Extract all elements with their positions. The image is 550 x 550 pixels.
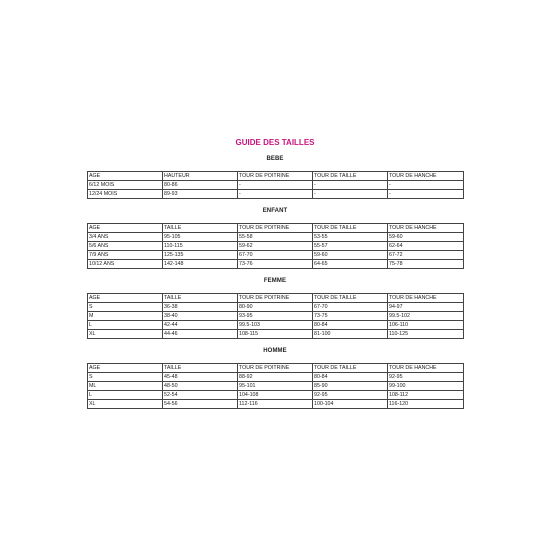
section-homme <box>87 348 463 409</box>
table-cell: 38-40 <box>163 312 238 321</box>
table-cell: 89-93 <box>163 190 238 199</box>
table-cell: ML <box>88 382 163 391</box>
size-table <box>87 363 464 409</box>
header-cell: TOUR DE HANCHE <box>388 224 464 233</box>
table-cell: - <box>313 181 388 190</box>
table-cell: 110-125 <box>388 330 464 339</box>
header-cell: TOUR DE POITRINE <box>238 224 313 233</box>
table-cell: 67-70 <box>313 303 388 312</box>
table-cell: 36-38 <box>163 303 238 312</box>
table-cell: 92-95 <box>313 391 388 400</box>
table-cell: - <box>238 190 313 199</box>
section-title: FEMME <box>263 278 287 284</box>
header-cell: AGE <box>88 364 163 373</box>
header-cell: TOUR DE HANCHE <box>388 364 464 373</box>
table-cell: 104-108 <box>238 391 313 400</box>
table-cell: 45-48 <box>163 373 238 382</box>
table-cell: XL <box>88 400 163 409</box>
header-cell: AGE <box>88 294 163 303</box>
size-sections <box>87 156 463 409</box>
size-table <box>87 293 464 339</box>
table-cell: 94-97 <box>388 303 464 312</box>
header-cell: TOUR DE HANCHE <box>388 294 464 303</box>
table-cell: 108-115 <box>238 330 313 339</box>
table-cell: 53-55 <box>313 233 388 242</box>
header-cell: TOUR DE POITRINE <box>238 294 313 303</box>
table-cell: 100-104 <box>313 400 388 409</box>
header-cell: TOUR DE POITRINE <box>238 172 313 181</box>
table-cell: 99-100 <box>388 382 464 391</box>
table-row <box>88 391 464 400</box>
table-cell: 125-135 <box>163 251 238 260</box>
header-cell: AGE <box>88 224 163 233</box>
table-cell: 7/9 ANS <box>88 251 163 260</box>
table-cell: - <box>388 181 464 190</box>
table-header-row <box>88 172 464 181</box>
table-cell: 48-50 <box>163 382 238 391</box>
table-cell: S <box>88 373 163 382</box>
table-header-row <box>88 294 464 303</box>
header-cell: TOUR DE TAILLE <box>313 172 388 181</box>
table-cell: 55-58 <box>238 233 313 242</box>
table-row <box>88 181 464 190</box>
size-table <box>87 223 464 269</box>
table-cell: 44-46 <box>163 330 238 339</box>
table-cell: S <box>88 303 163 312</box>
table-cell: - <box>238 181 313 190</box>
header-cell: HAUTEUR <box>163 172 238 181</box>
header-cell: TAILLE <box>163 294 238 303</box>
table-cell: M <box>88 312 163 321</box>
size-table <box>87 171 464 199</box>
table-row <box>88 382 464 391</box>
table-header-row <box>88 224 464 233</box>
table-cell: 5/6 ANS <box>88 242 163 251</box>
table-cell: 75-78 <box>388 260 464 269</box>
table-cell: 108-112 <box>388 391 464 400</box>
table-row <box>88 373 464 382</box>
table-cell: XL <box>88 330 163 339</box>
table-row <box>88 190 464 199</box>
table-cell: 67-70 <box>238 251 313 260</box>
table-cell: 99.5-102 <box>388 312 464 321</box>
table-cell: 81-100 <box>313 330 388 339</box>
header-cell: TOUR DE TAILLE <box>313 364 388 373</box>
table-row <box>88 260 464 269</box>
table-cell: 142-148 <box>163 260 238 269</box>
table-cell: 67-72 <box>388 251 464 260</box>
table-cell: 10/12 ANS <box>88 260 163 269</box>
section-bebe <box>87 156 463 199</box>
table-cell: 42-44 <box>163 321 238 330</box>
section-title: ENFANT <box>262 208 288 214</box>
table-cell: 116-120 <box>388 400 464 409</box>
section-title: HOMME <box>263 348 287 354</box>
section-title: BEBE <box>266 156 284 162</box>
table-cell: 99.5-103 <box>238 321 313 330</box>
header-cell: TOUR DE TAILLE <box>313 294 388 303</box>
table-cell: - <box>388 190 464 199</box>
table-header-row <box>88 364 464 373</box>
header-cell: TOUR DE TAILLE <box>313 224 388 233</box>
header-cell: TAILLE <box>163 224 238 233</box>
table-row <box>88 330 464 339</box>
table-cell: 95-105 <box>163 233 238 242</box>
header-cell: TAILLE <box>163 364 238 373</box>
size-guide <box>87 138 463 418</box>
table-cell: 92-95 <box>388 373 464 382</box>
table-cell: - <box>313 190 388 199</box>
header-cell: TOUR DE HANCHE <box>388 172 464 181</box>
table-cell: 80-90 <box>238 303 313 312</box>
table-cell: 3/4 ANS <box>88 233 163 242</box>
table-cell: 73-76 <box>238 260 313 269</box>
table-row <box>88 242 464 251</box>
section-femme <box>87 278 463 339</box>
table-row <box>88 303 464 312</box>
table-cell: 59-62 <box>238 242 313 251</box>
table-cell: 52-54 <box>163 391 238 400</box>
table-cell: 106-110 <box>388 321 464 330</box>
table-row <box>88 400 464 409</box>
table-cell: 93-95 <box>238 312 313 321</box>
table-row <box>88 233 464 242</box>
table-cell: 85-90 <box>313 382 388 391</box>
table-cell: L <box>88 321 163 330</box>
table-cell: 62-64 <box>388 242 464 251</box>
header-cell: TOUR DE POITRINE <box>238 364 313 373</box>
table-cell: 6/12 MOIS <box>88 181 163 190</box>
table-cell: 59-60 <box>388 233 464 242</box>
table-cell: 12/24 MOIS <box>88 190 163 199</box>
table-cell: 80-84 <box>313 321 388 330</box>
page-title: GUIDE DES TAILLES <box>235 138 315 147</box>
table-cell: L <box>88 391 163 400</box>
table-cell: 73-75 <box>313 312 388 321</box>
table-cell: 80-86 <box>163 181 238 190</box>
table-cell: 64-65 <box>313 260 388 269</box>
table-cell: 110-115 <box>163 242 238 251</box>
table-cell: 80-84 <box>313 373 388 382</box>
table-cell: 88-92 <box>238 373 313 382</box>
table-cell: 95-101 <box>238 382 313 391</box>
table-row <box>88 321 464 330</box>
table-cell: 54-56 <box>163 400 238 409</box>
header-cell: AGE <box>88 172 163 181</box>
table-row <box>88 251 464 260</box>
table-cell: 112-116 <box>238 400 313 409</box>
table-cell: 59-60 <box>313 251 388 260</box>
table-row <box>88 312 464 321</box>
section-enfant <box>87 208 463 269</box>
table-cell: 55-57 <box>313 242 388 251</box>
